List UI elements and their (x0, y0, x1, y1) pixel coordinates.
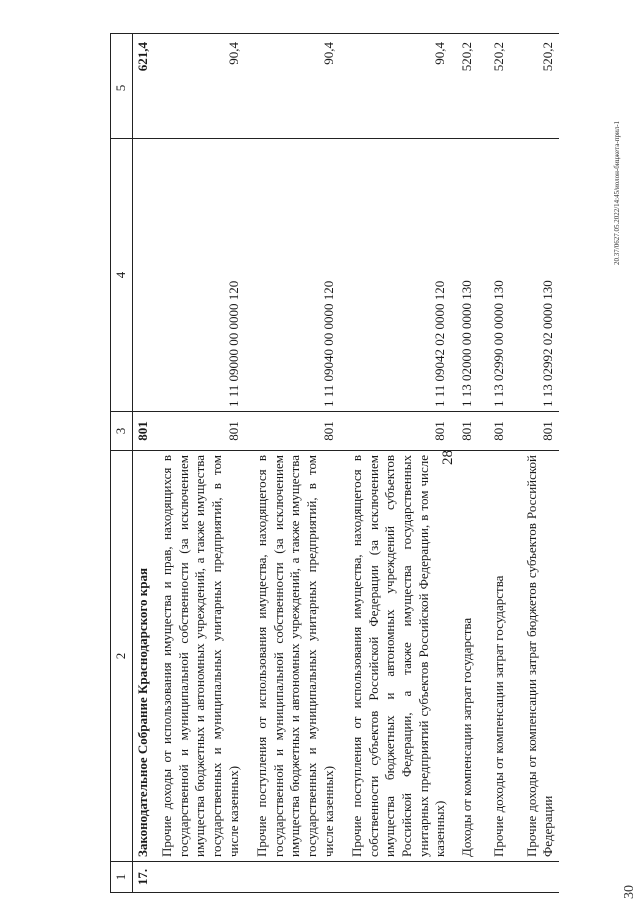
row-amount: 520,2 (451, 34, 478, 139)
header-col-3: 3 (111, 412, 133, 451)
table-row (153, 34, 244, 893)
group-row (132, 34, 153, 893)
table-row (510, 34, 559, 893)
row-text: Прочие поступления от использования имущества, находящегося в собственности субъектов Российской Федерации (за исключением имущества бюджетных и автономных учреждений субъектов Российской Федерации, а также имущества государственных унитарных предприятий субъектов Российской Федерации, в том числе казенных) (339, 451, 451, 862)
table-header-row (111, 34, 133, 893)
row-admin: 801 (244, 412, 339, 451)
row-kbk: 1 11 09000 00 0000 120 (153, 139, 244, 412)
row-kbk: 1 11 09040 00 0000 120 (244, 139, 339, 412)
table-row (477, 34, 510, 893)
row-admin: 801 (477, 412, 510, 451)
row-kbk: 1 13 02992 02 0000 130 (510, 139, 559, 412)
document-code: 20.37/0627.05.2022/14:45/иолон-бицжета-прил-1 (613, 120, 621, 265)
row-kbk: 1 13 02990 00 0000 130 (477, 139, 510, 412)
table-row (244, 34, 339, 893)
corner-number: 30 (622, 885, 637, 899)
row-admin: 801 (451, 412, 478, 451)
row-amount: 520,2 (477, 34, 510, 139)
row-kbk: 1 11 09042 02 0000 120 (339, 139, 451, 412)
row-admin: 801 (153, 412, 244, 451)
row-text: Прочие доходы от использования имущества и прав, находящихся в государственной и муниципальной собственности (за исключением имущества бюджетных и автономных учреждений, а также имущества государственных и муниципальных унитарных предприятий, в том числе казенных) (153, 451, 244, 862)
header-col-1: 1 (111, 862, 133, 893)
row-amount: 90,4 (339, 34, 451, 139)
table-row (339, 34, 451, 893)
row-text: Доходы от компенсации затрат государства (451, 451, 478, 862)
revenue-table (110, 33, 559, 893)
row-amount: 90,4 (244, 34, 339, 139)
header-col-4: 4 (111, 139, 133, 412)
group-kbk (132, 139, 153, 412)
group-name: Законодательное Собрание Краснодарского края (132, 451, 153, 862)
row-text: Прочие доходы от компенсации затрат государства (477, 451, 510, 862)
table-row (451, 34, 478, 893)
row-kbk: 1 13 02000 00 0000 130 (451, 139, 478, 412)
group-amount: 621,4 (132, 34, 153, 139)
row-admin: 801 (339, 412, 451, 451)
row-text: Прочие доходы от компенсации затрат бюджетов субъектов Российской Федерации (510, 451, 559, 862)
row-amount: 520,2 (510, 34, 559, 139)
group-code: 801 (132, 412, 153, 451)
row-text: Прочие поступления от использования имущества, находящегося в государственной и муниципальной собственности (за исключением имущества бюджетных и автономных учреждений, а также имущества государственных и муниципальных унитарных предприятий, в том числе казенных) (244, 451, 339, 862)
group-number: 17. (132, 862, 153, 893)
header-col-5: 5 (111, 34, 133, 139)
row-amount: 90,4 (153, 34, 244, 139)
header-col-2: 2 (111, 451, 133, 862)
row-admin: 801 (510, 412, 559, 451)
page-number: 28 (440, 450, 456, 465)
